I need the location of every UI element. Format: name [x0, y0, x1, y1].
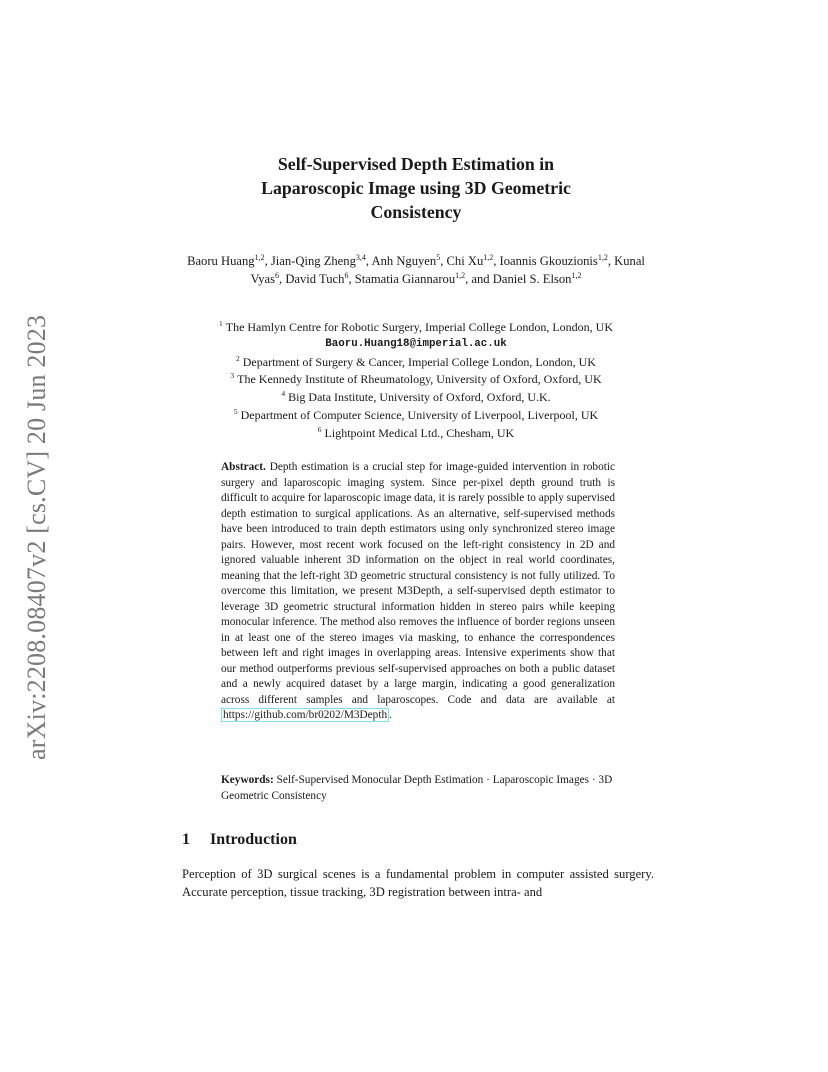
affiliation-text: The Hamlyn Centre for Robotic Surgery, Imperial College London, London, UK: [225, 320, 613, 334]
author-name: Anh Nguyen: [371, 254, 437, 268]
affiliation-number: 3: [230, 371, 235, 381]
section-number: 1: [182, 831, 190, 848]
abstract: [221, 460, 615, 724]
affiliation-number: 1: [218, 319, 223, 328]
author-name: Ioannis Gkouzionis: [499, 254, 598, 268]
author-name: David Tuch: [285, 271, 345, 286]
affiliation-number: 5: [233, 406, 238, 416]
affiliation-text: Department of Surgery & Cancer, Imperial College London, London, UK: [242, 354, 596, 369]
keywords: [221, 773, 621, 804]
author-separator: ,: [365, 254, 372, 268]
author-list: [180, 253, 652, 288]
arxiv-identifier: arXiv:2208.08407v2 [cs.CV] 20 Jun 2023: [22, 314, 51, 760]
author-name: Baoru Huang: [187, 254, 255, 268]
affiliation-list: [130, 317, 702, 441]
author-separator: ,: [607, 254, 615, 268]
author-separator: ,: [348, 271, 355, 286]
body-paragraph: Perception of 3D surgical scenes is a fundamental problem in computer assisted surgery. Accurate perception, tissue tracking, 3D registration between intra- and: [182, 867, 654, 899]
title-line: Laparoscopic Image using 3D Geometric: [261, 178, 571, 198]
keywords-text: Self-Supervised Monocular Depth Estimation · Laparoscopic Images · 3D Geometric Consistency: [221, 774, 613, 802]
title-line: Consistency: [370, 202, 462, 222]
author-affiliation-mark: 3,4: [355, 252, 366, 262]
author-affiliation-mark: 5: [436, 252, 441, 262]
author-affiliation-mark: 1,2: [597, 252, 608, 262]
author-separator: ,: [493, 254, 500, 268]
abstract-text: Depth estimation is a crucial step for image-guided intervention in robotic surgery and laparoscopic imaging system. Since per-pixel depth ground truth is difficult to acquire for laparoscopic image data, it is rarely possible to apply supervised depth estimation to surgical applications. As an alternative, self-supervised methods have been introduced to train depth estimators using only synchronized stereo image pairs. However, most recent work focused on the left-right consistency in 2D and ignored valuable inherent 3D information on the object in real world coordinates, meaning that the left-right 3D geometric structural consistency is not fully utilized. To overcome this limitation, we present M3Depth, a self-supervised depth estimator to leverage 3D geometric structural information hidden in stereo pairs while keeping monocular inference. The method also removes the influence of border regions unseen in at least one of the stereo images via masking, to enhance the correspondences between left and right images in overlapping areas. Intensive experiments show that our method outperforms previous self-supervised approaches on both a public dataset and a newly acquired dataset by a large margin, indicating a good generalization across different samples and laparoscopes. Code and data are available at: [221, 461, 616, 706]
title-line: Self-Supervised Depth Estimation in: [277, 154, 555, 174]
affiliation-line: [130, 352, 702, 370]
author-affiliation-mark: 1,2: [483, 252, 494, 262]
affiliation-number: 6: [317, 424, 322, 434]
author-affiliation-mark: 1,2: [455, 270, 466, 280]
keywords-label: Keywords:: [221, 774, 274, 786]
paper-title: [180, 152, 652, 224]
affiliation-line: [130, 387, 702, 405]
author-separator: ,: [440, 254, 447, 268]
author-name: Kunal Vyas: [250, 254, 645, 286]
affiliation-number: 2: [236, 353, 240, 363]
affiliation-line: [130, 369, 702, 387]
author-affiliation-mark: 1,2: [571, 270, 582, 280]
affiliation-email: [130, 335, 702, 352]
author-name: Stamatia Giannarou: [354, 271, 456, 286]
author-name: Daniel S. Elson: [492, 271, 572, 286]
affiliation-number: 4: [281, 389, 286, 399]
abstract-end: .: [389, 709, 392, 721]
author-affiliation-mark: 6: [275, 270, 280, 280]
affiliation-line: [130, 405, 702, 423]
affiliation-line: [130, 423, 702, 441]
abstract-label: Abstract.: [221, 461, 266, 473]
author-separator: ,: [279, 271, 286, 286]
author-name: Chi Xu: [446, 254, 484, 268]
section-title: Introduction: [210, 831, 297, 848]
affiliation-text: Baoru.Huang18@imperial.ac.uk: [325, 337, 507, 350]
affiliation-text: The Kennedy Institute of Rheumatology, University of Oxford, Oxford, UK: [237, 372, 602, 387]
author-separator: , and: [465, 271, 493, 286]
affiliation-text: Big Data Institute, University of Oxford, Oxford, U.K.: [288, 390, 551, 405]
affiliation-text: Department of Computer Science, University of Liverpool, Liverpool, UK: [240, 407, 599, 422]
affiliation-line: [130, 317, 702, 335]
author-separator: ,: [264, 254, 271, 268]
author-affiliation-mark: 6: [344, 270, 349, 280]
author-name: Jian-Qing Zheng: [270, 254, 356, 268]
affiliation-text: Lightpoint Medical Ltd., Chesham, UK: [324, 425, 515, 440]
section-heading: [182, 831, 297, 849]
author-affiliation-mark: 1,2: [254, 252, 265, 262]
code-link[interactable]: https://github.com/br0202/M3Depth: [223, 709, 388, 721]
